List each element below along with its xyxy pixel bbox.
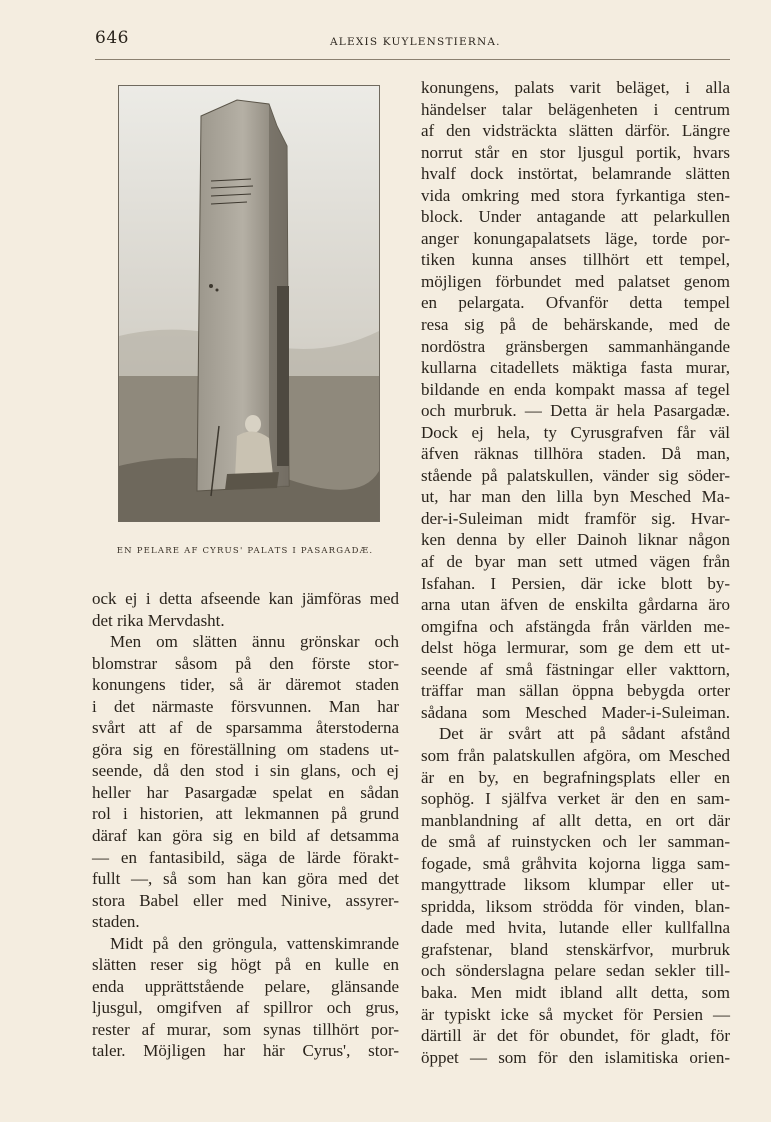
text-line: nordöstra gränsbergen sammanhängande: [421, 336, 730, 356]
text-line: af de byar man sett utmed vägen från: [421, 552, 730, 572]
text-line: Det är svårt att på sådant afstånd: [439, 724, 730, 744]
text-line: möjligen förbundet med palatset genom: [421, 271, 730, 291]
text-line: bildande en enda kompakt massa af tegel: [421, 379, 730, 399]
text-line: är typiskt icke så mycket för Persien —: [421, 1004, 730, 1024]
text-line: ljusgul, omgifven af spillror och grus,: [92, 998, 399, 1018]
text-line: enda upprättstående pelare, glänsande: [92, 976, 399, 996]
text-line: resa sig på de behärskande, med de: [421, 315, 730, 335]
text-line: och sönderslagna pelare sedan sekler till-: [421, 961, 730, 981]
text-line: ock ej i detta afseende kan jämföras med: [92, 589, 399, 608]
text-line: Men om slätten ännu grönskar och: [110, 632, 399, 652]
text-line: staden.: [92, 912, 140, 932]
pillar-illustration: [119, 86, 379, 521]
text-line: Dock ej hela, ty Cyrusgrafven får väl: [421, 422, 730, 442]
page-number: 646: [95, 28, 129, 48]
text-line: taler. Möjligen har här Cyrus', stor-: [92, 1041, 399, 1061]
text-line: omgifna och afstängda från världen me-: [421, 616, 730, 636]
text-line: Isfahan. I Persien, där icke blott by-: [421, 573, 730, 593]
text-line: öppet — som för den islamitiska orien-: [421, 1047, 730, 1067]
text-line: i det närmaste försvunnen. Man har: [92, 696, 399, 716]
text-line: grafstenar, bland stenskärfvor, murbruk: [421, 939, 730, 959]
text-line: block. Under antagande att pelarkullen: [421, 207, 730, 227]
text-line: det rika Mervdasht.: [92, 610, 225, 630]
text-line: göra sig en föreställning om stadens ut-: [92, 739, 399, 759]
text-line: vida omkring med stora fyrkantiga sten-: [421, 185, 730, 205]
text-line: Midt på den gröngula, vattenskimrande: [110, 933, 399, 953]
text-line: rol i historien, att lekmannen på grund: [92, 804, 399, 824]
text-line: konungens tider, så är däremot staden: [92, 675, 399, 695]
text-line: arna utan äfven de enskilta gårdarna äro: [421, 595, 730, 615]
text-line: händelser talar belägenheten i centrum: [421, 99, 730, 119]
text-line: baka. Men midt ibland allt detta, som: [421, 982, 730, 1002]
right-text-column: [421, 77, 730, 1068]
text-line: är en by, en begrafningsplats eller en: [421, 767, 730, 787]
text-line: fogade, små gråhvita kojorna ligga sam-: [421, 853, 730, 873]
running-head: ALEXIS KUYLENSTIERNA.: [330, 36, 501, 48]
text-line: och murbruk. — Detta är hela Pasargadæ.: [421, 401, 730, 421]
text-line: seende af små fästningar eller vakttorn,: [421, 659, 730, 679]
text-line: manblandning af allt detta, en ort där: [421, 810, 730, 830]
text-line: ut, har man den lilla byn Mesched Ma-: [421, 487, 730, 507]
text-line: sophög. I själfva verket är den en sam-: [421, 789, 730, 809]
text-line: spridda, liksom strödda för vinden, blan-: [421, 896, 730, 916]
left-text-column: [92, 588, 399, 1062]
text-line: delst höga lermurar, som ge dem ett ut-: [421, 638, 730, 658]
text-line: träffar man sällan öppna bebygda orter: [421, 681, 730, 701]
text-line: kullarna citadellets mäktiga fasta murar,: [421, 358, 730, 378]
text-line: konungens, palats varit beläget, i alla: [421, 78, 730, 97]
text-line: rester af murar, som synas tillhört por-: [92, 1019, 399, 1039]
text-line: heller har Pasargadæ spelat en sådan: [92, 782, 399, 802]
header-rule: [95, 59, 730, 60]
text-line: äfven räknas tillhöra staden. Då man,: [421, 444, 730, 464]
text-line: tiken kunna anses tillhört ett tempel,: [421, 250, 730, 270]
text-line: seende, då den stod i sin glans, och ej: [92, 761, 399, 781]
text-line: ken denna by eller Dainoh liknar någon: [421, 530, 730, 550]
text-line: sådana som Mesched Mader-i-Suleiman.: [421, 702, 730, 722]
text-line: däraf kan göra sig en bild af detsamma: [92, 826, 399, 846]
figure-caption: EN PELARE AF CYRUS' PALATS I PASARGADÆ.: [116, 546, 374, 556]
text-line: de små af ruinstycken och ler samman-: [421, 832, 730, 852]
text-line: stora Babel eller med Ninive, assyrer-: [92, 890, 399, 910]
text-line: norrut står en stor ljusgul portik, hvars: [421, 142, 730, 162]
text-line: blomstrar såsom på den förste stor-: [92, 653, 399, 673]
text-line: svårt att af de sparsamma återstoderna: [92, 718, 399, 738]
text-line: dade med hvita, lutande eller kullfallna: [421, 918, 730, 938]
text-line: som från palatskullen afgöra, om Mesched: [421, 745, 730, 765]
text-line: därtill är det för obundet, för gladt, för: [421, 1026, 730, 1046]
text-line: fullt —, så som han kan göra med det: [92, 869, 399, 889]
text-line: slätten reser sig högt på en kulle en: [92, 955, 399, 975]
text-line: stående på palatskullen, vänder sig söder-: [421, 465, 730, 485]
pillar-photograph: [118, 85, 380, 522]
text-line: en pelargata. Ofvanför detta tempel: [421, 293, 730, 313]
text-line: — en fantasibild, säga de lärde förakt-: [92, 847, 399, 867]
text-line: anger konungapalatsets läge, torde por-: [421, 228, 730, 248]
text-line: hvalf dock instörtat, belamrande slätten: [421, 164, 730, 184]
text-line: der-i-Suleiman midt framför sig. Hvar-: [421, 508, 730, 528]
text-line: mangyttrade liksom klumpar eller ut-: [421, 875, 730, 895]
text-line: af den vidsträckta slätten därför. Längre: [421, 121, 730, 141]
